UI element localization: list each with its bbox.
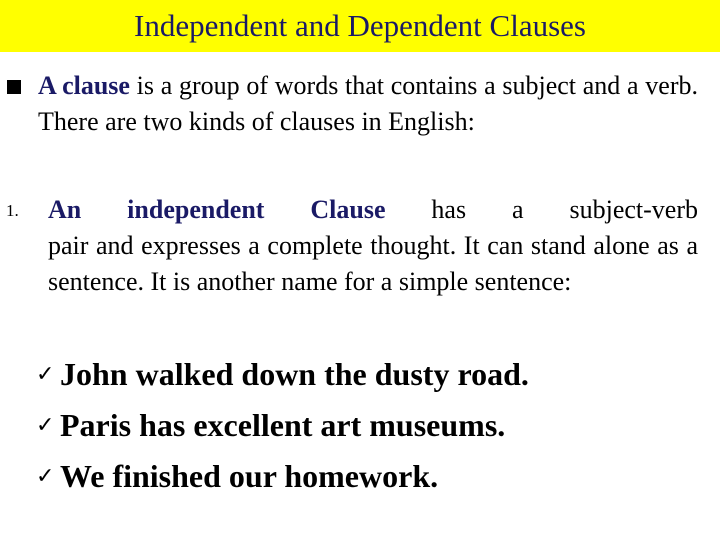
intro-paragraph (38, 68, 698, 140)
slide-title: Independent and Dependent Clauses (134, 8, 586, 43)
checkmark-icon: ✓ (36, 412, 55, 437)
example-sentence-2: Paris has excellent art museums. (60, 407, 506, 443)
intro-term: A clause (38, 71, 130, 100)
title-bar (0, 0, 720, 52)
independent-clause-lead (48, 192, 698, 228)
independent-clause-text: pair and expresses a complete thought. It can stand alone as a sentence. It is another name for a simple sentence: (48, 231, 698, 296)
independent-clause-paragraph (48, 192, 698, 300)
example-sentence-1: John walked down the dusty road. (60, 356, 529, 392)
intro-text: is a group of words that contains a subject and a verb. There are two kinds of clauses in English: (38, 71, 698, 136)
square-bullet-icon (7, 80, 21, 94)
independent-clause-term: An independent Clause (48, 195, 386, 224)
independent-clause-lead-rest: has a subject-verb (385, 195, 699, 224)
list-number: 1. (6, 201, 19, 220)
checkmark-icon: ✓ (36, 463, 55, 488)
example-sentence-3: We finished our homework. (60, 458, 439, 494)
checkmark-icon: ✓ (36, 361, 55, 386)
